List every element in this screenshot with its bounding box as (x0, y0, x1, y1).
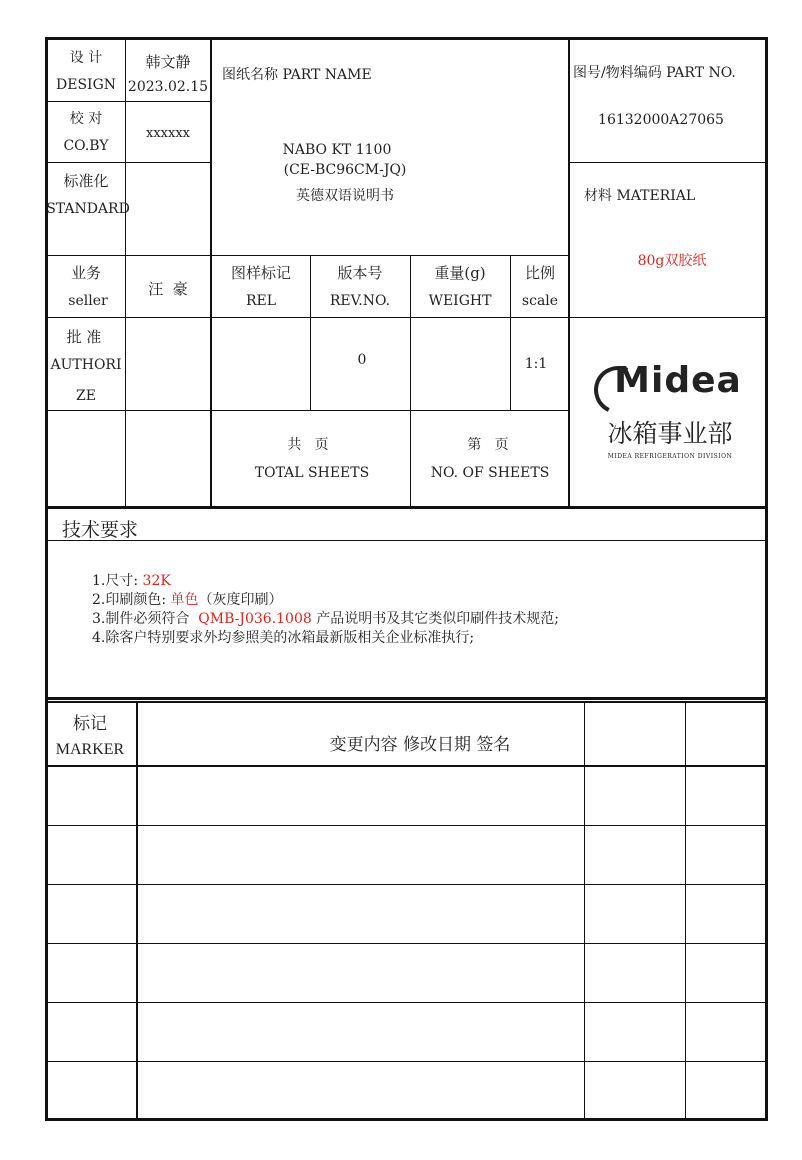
rev-label: 版本号 (337, 264, 383, 282)
seller-label: 业务 (70, 264, 102, 282)
check-label: 校 对 (69, 111, 103, 127)
scale-label-en: scale (521, 293, 559, 309)
tech-item (92, 629, 559, 648)
authorize-label: 批 准 (66, 328, 102, 346)
border-top (46, 37, 768, 40)
design-date: 2023.02.15 (127, 79, 209, 95)
table-row-line (46, 1061, 767, 1062)
weight-label: 重量(g) (434, 264, 486, 282)
tech-highlight: QMB-J036.1008 (198, 611, 312, 627)
rev-label-en: REV.NO. (329, 293, 391, 309)
divider (46, 765, 767, 767)
material: 80g双胶纸 (637, 253, 707, 269)
divider (584, 701, 585, 1120)
authorize-label-en-1: AUTHORI (50, 357, 122, 373)
divider (685, 701, 686, 1120)
tech-item (92, 610, 559, 629)
part-no: 16132000A27065 (598, 112, 724, 128)
logo-division-cn: 冰箱事业部 (607, 419, 733, 448)
scale-label: 比例 (524, 264, 556, 282)
scale-value: 1:1 (524, 356, 548, 372)
logo-division-en: MIDEA REFRIGERATION DIVISION (607, 453, 733, 460)
part-no-label: 图号/物料编码 PART NO. (573, 65, 736, 81)
divider (46, 317, 767, 318)
rel-label: 图样标记 (230, 264, 292, 282)
total-sheets-label: 共 页 (287, 437, 329, 453)
divider (410, 255, 411, 507)
tech-item (92, 572, 559, 591)
checker: xxxxxx (146, 126, 190, 141)
marker-label: 标记 (73, 714, 107, 734)
material-label: 材料 MATERIAL (584, 188, 696, 204)
part-name-label: 图纸名称 PART NAME (222, 67, 372, 83)
midea-logo (590, 360, 750, 460)
sheet-no-label-en: NO. OF SHEETS (430, 465, 550, 481)
table-row-line (46, 943, 767, 944)
design-label-en: DESIGN (56, 77, 116, 93)
divider (136, 701, 138, 1120)
authorize-label-en-2: ZE (76, 388, 96, 404)
tech-list (92, 572, 559, 648)
divider (46, 701, 767, 703)
divider (310, 255, 311, 410)
seller-label-en: seller (68, 293, 108, 309)
divider (46, 101, 211, 102)
tech-highlight: 单色 (170, 592, 199, 608)
sheet-no-label: 第 页 (467, 437, 509, 453)
designer: 韩文静 (145, 53, 191, 71)
divider (569, 162, 767, 163)
tech-item (92, 591, 559, 610)
border-right (765, 37, 768, 1121)
tech-text: 2.印刷颜色: (92, 592, 171, 608)
seller: 汪 豪 (148, 280, 188, 298)
border-bottom (46, 1118, 768, 1121)
part-name-line-2: (CE-BC96CM-JQ) (283, 162, 407, 178)
standard-label: 标准化 (63, 172, 109, 190)
divider (46, 255, 569, 256)
divider (46, 540, 767, 541)
tech-highlight: 32K (142, 573, 171, 589)
rev-value: 0 (357, 352, 367, 368)
part-name-line-1: NABO KT 1100 (282, 142, 392, 158)
rel-label-en: REL (245, 293, 277, 309)
part-name-line-3: 英德双语说明书 (296, 188, 394, 204)
design-label: 设 计 (69, 50, 103, 66)
divider (568, 38, 570, 507)
total-sheets-label-en: TOTAL SHEETS (254, 465, 370, 481)
check-label-en: CO.BY (63, 138, 109, 154)
tech-text: 产品说明书及其它类似印刷件技术规范; (311, 611, 559, 627)
divider (46, 697, 767, 700)
tech-text: （灰度印刷） (198, 592, 283, 608)
divider (210, 38, 212, 507)
weight-label-en: WEIGHT (428, 293, 492, 309)
changes-header: 变更内容 修改日期 签名 (329, 735, 511, 755)
tech-title: 技术要求 (62, 519, 139, 541)
table-row-line (46, 825, 767, 826)
divider (46, 410, 569, 411)
table-row-line (46, 1002, 767, 1003)
tech-text: 4.除客户特别要求外均参照美的冰箱最新版相关企业标准执行; (92, 630, 475, 646)
marker-label-en: MARKER (55, 741, 125, 758)
divider (125, 38, 126, 507)
standard-label-en: STANDARD (46, 201, 130, 217)
divider (46, 506, 767, 509)
table-row-line (46, 884, 767, 885)
border-left (45, 37, 48, 1121)
tech-text: 1.尺寸: (92, 573, 143, 589)
divider (46, 162, 211, 163)
divider (510, 255, 511, 410)
tech-text: 3.制件必须符合 (92, 611, 199, 627)
midea-wordmark: Midea (590, 360, 750, 410)
